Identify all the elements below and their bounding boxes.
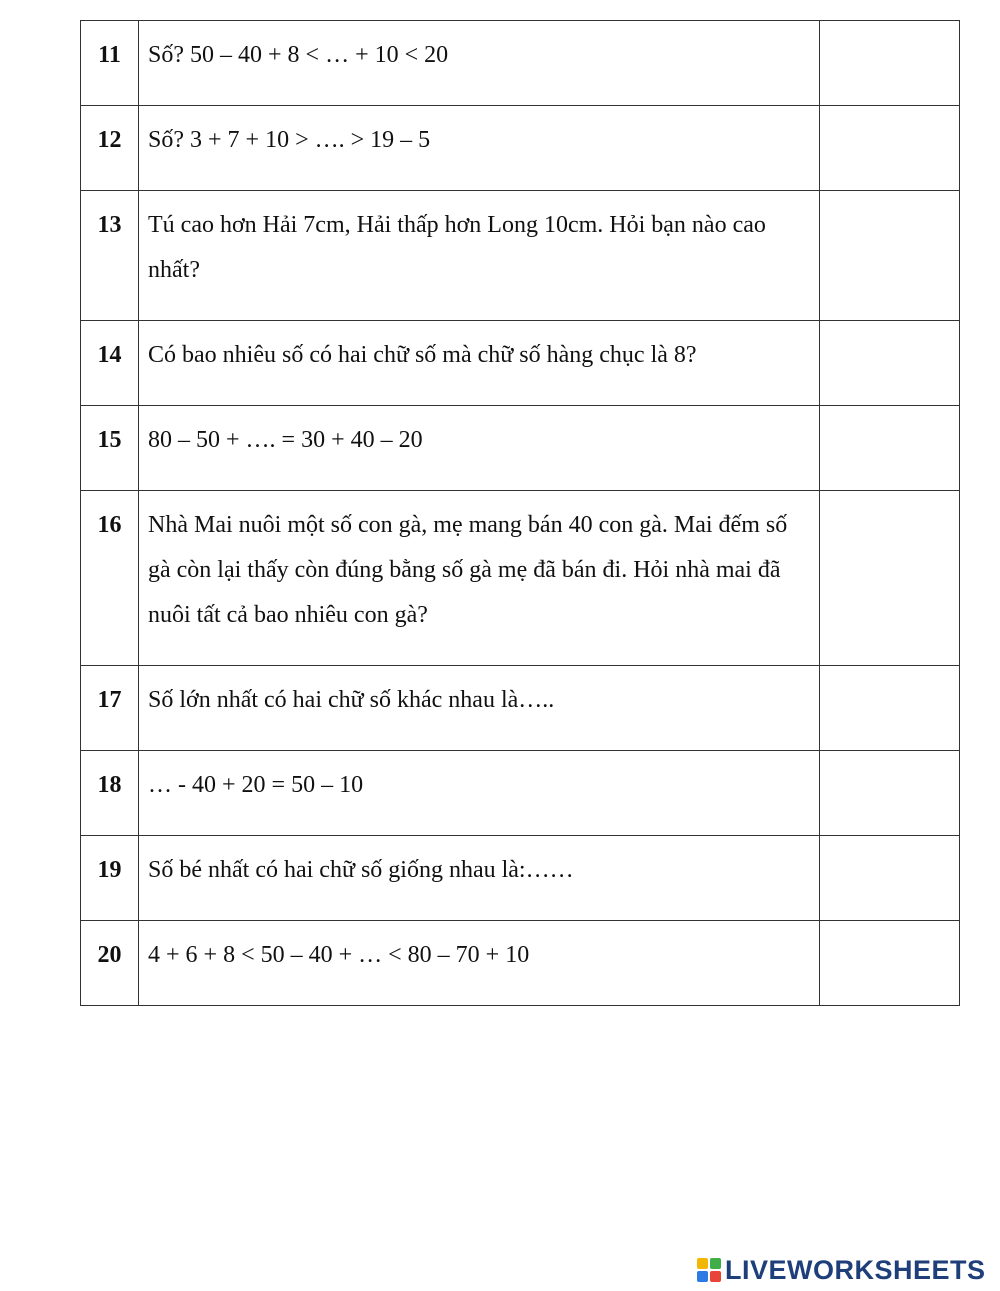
answer-cell [820,191,960,321]
logo-square-v [697,1271,708,1282]
exercise-table-body [81,21,960,1006]
exercise-row [81,491,960,666]
question-number: 19 [81,836,139,921]
question-text: Có bao nhiêu số có hai chữ số mà chữ số hàng chục là 8? [139,321,820,406]
question-number: 15 [81,406,139,491]
question-text: 80 – 50 + …. = 30 + 40 – 20 [139,406,820,491]
logo-square-e [710,1271,721,1282]
answer-input[interactable] [820,114,959,143]
answer-input[interactable] [820,759,959,788]
logo-text: LIVEWORKSHEETS [725,1254,986,1285]
logo-square-i [710,1258,721,1269]
question-number: 12 [81,106,139,191]
answer-cell [820,321,960,406]
question-number: 14 [81,321,139,406]
exercise-row [81,21,960,106]
answer-cell [820,921,960,1006]
exercise-row [81,836,960,921]
question-number: 16 [81,491,139,666]
answer-input[interactable] [820,499,959,528]
answer-cell [820,406,960,491]
question-text: Nhà Mai nuôi một số con gà, mẹ mang bán 40 con gà. Mai đếm số gà còn lại thấy còn đúng bằng số gà mẹ đã bán đi. Hỏi nhà mai đã nuôi tất cả bao nhiêu con gà? [139,491,820,666]
answer-input[interactable] [820,329,959,358]
exercise-row [81,666,960,751]
question-number: 20 [81,921,139,1006]
answer-input[interactable] [820,414,959,443]
answer-input[interactable] [820,844,959,873]
answer-cell [820,106,960,191]
answer-input[interactable] [820,29,959,58]
exercise-row [81,321,960,406]
answer-cell [820,836,960,921]
logo-square-l [697,1258,708,1269]
answer-input[interactable] [820,929,959,958]
question-number: 18 [81,751,139,836]
exercise-table [80,20,960,1006]
answer-cell [820,491,960,666]
question-text: Số lớn nhất có hai chữ số khác nhau là….. [139,666,820,751]
answer-input[interactable] [820,199,959,228]
question-number: 11 [81,21,139,106]
answer-cell [820,666,960,751]
question-text: … - 40 + 20 = 50 – 10 [139,751,820,836]
answer-cell [820,21,960,106]
question-text: Tú cao hơn Hải 7cm, Hải thấp hơn Long 10cm. Hỏi bạn nào cao nhất? [139,191,820,321]
liveworksheets-logo [697,1255,986,1285]
answer-input[interactable] [820,674,959,703]
question-number: 13 [81,191,139,321]
exercise-row [81,406,960,491]
question-text: Số? 50 – 40 + 8 < … + 10 < 20 [139,21,820,106]
exercise-row [81,106,960,191]
question-text: Số bé nhất có hai chữ số giống nhau là:…… [139,836,820,921]
question-text: 4 + 6 + 8 < 50 – 40 + … < 80 – 70 + 10 [139,921,820,1006]
question-text: Số? 3 + 7 + 10 > …. > 19 – 5 [139,106,820,191]
exercise-row [81,921,960,1006]
exercise-row [81,751,960,836]
question-number: 17 [81,666,139,751]
logo-mark-icon [697,1258,721,1282]
answer-cell [820,751,960,836]
exercise-row [81,191,960,321]
